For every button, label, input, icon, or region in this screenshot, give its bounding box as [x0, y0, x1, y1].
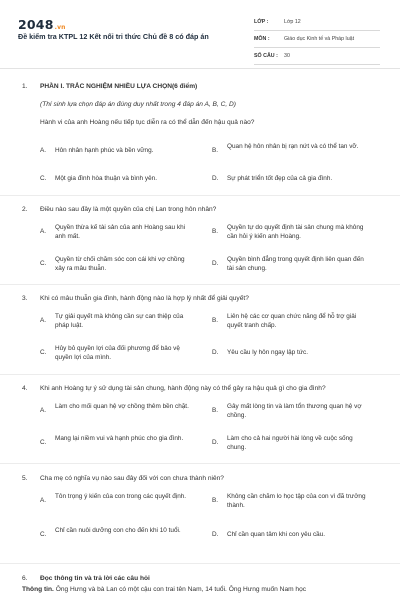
logo-suffix: .vn [54, 24, 66, 31]
meta-row-subject [254, 31, 380, 48]
question-divider [0, 563, 400, 564]
option-text: Làm cho cả hai người hài lòng về cuộc sống chung. [227, 435, 353, 451]
info-paragraph [22, 585, 392, 595]
section-instruction: (Thí sinh lựa chọn đáp án đúng duy nhất trong 4 đáp án A, B, C, D) [40, 101, 237, 108]
option-text: Yêu cầu ly hôn ngay lập tức. [227, 349, 309, 356]
option-text: Hủy bỏ quyền lợi của đối phương để bảo vệ quyền lợi của mình. [55, 345, 180, 361]
question-text: Khi có mâu thuẫn gia đình, hành động nào là hợp lý nhất để giải quyết? [40, 295, 249, 302]
question-divider [0, 284, 400, 285]
question-text: Hành vi của anh Hoàng nếu tiếp tục diễn ra có thể dẫn đến hậu quả nào? [40, 119, 255, 126]
question-divider [0, 374, 400, 375]
option-text: Quan hệ hôn nhân bị rạn nứt và có thể tan vỡ. [227, 143, 359, 150]
page-header [0, 0, 400, 68]
option-text: Chỉ cần nuôi dưỡng con cho đến khi 10 tuổi. [55, 527, 181, 534]
info-label: Thông tin. [22, 586, 54, 593]
question-number: 2. [22, 206, 28, 213]
option-text: Tự giải quyết mà không cần sự can thiệp của pháp luật. [55, 313, 184, 329]
option-text: Gây mất lòng tin và làm tổn thương quan hệ vợ chồng. [227, 403, 362, 419]
question-text: Khi anh Hoàng tự ý sử dụng tài sản chung, hành động này có thể gây ra hậu quả gì cho gia đình? [40, 385, 326, 392]
option-text: Làm cho mối quan hệ vợ chồng thêm bền chặt. [55, 403, 189, 410]
option-text: Quyền bình đẳng trong quyết định liên quan đến tài sản chung. [227, 256, 364, 272]
question-heading: Đọc thông tin và trả lời các câu hỏi [40, 575, 150, 582]
meta-value: 30 [284, 53, 290, 59]
meta-value: Lớp 12 [284, 19, 301, 25]
meta-value: Giáo dục Kinh tế và Pháp luật [284, 36, 355, 42]
question-divider [0, 195, 400, 196]
option-text: Quyền tự do quyết định tài sản chung mà không cần hỏi ý kiến anh Hoàng. [227, 224, 364, 240]
question-text: Cha mẹ có nghĩa vụ nào sau đây đối với con chưa thành niên? [40, 475, 224, 482]
page: 2048.vn Đề kiểm tra KTPL 12 Kết nối tri thức Chủ đề 8 có đáp án LỚP : Lớp 12 MÔN : Giáo dục Kinh tế và Pháp luật SỐ CÂU : 30 1. PHẦN I. TRẮC NGHIỆM NHIỀU LỰA CHỌN(6 điểm) (Thí sinh lựa chọn đáp án đúng duy nhất trong 4 đáp án A, B, C, D) Hành vi của anh Hoàng nếu tiếp tục diễn ra có thể dẫn đến hậu quả nào? A. Hôn nhân hạnh phúc và bền vững. B. Quan hệ hôn nhân bị rạn nứt và có thể tan vỡ. C. Một gia đình hòa thuận và bình yên. D. Sự phát triển tốt đẹp của cả gia đình. 2. Điều nào sau đây là một quyền của chị Lan trong hôn nhân? A. Quyền thừa kế tài sản của anh Hoàng sau khi anh mất. B. Quyền tự do quyết định tài sản chung mà không cần hỏi ý kiến anh Hoàng. C. Quyền từ chối chăm sóc con cái khi vợ chồng xảy ra mâu thuẫn. D. Quyền bình đẳng trong quyết định liên quan đến tài sản chung. 3. Khi có mâu thuẫn gia đình, hành động nào là hợp lý nhất để giải quyết? A. Tự giải quyết mà không cần sự can thiệp của pháp luật. B. Liên hệ các cơ quan chức năng để hỗ trợ giải quyết tranh chấp. C. Hủy bỏ quyền lợi của đối phương để bảo vệ quyền lợi của mình. D. Yêu cầu ly hôn ngay lập tức. 4. Khi anh Hoàng tự ý sử dụng tài sản chung, hành động này có thể gây ra hậu quả gì cho gia đình? A. Làm cho mối quan hệ vợ chồng thêm bền chặt. B. Gây mất lòng tin và làm tổn thương quan hệ vợ chồng. C. Mang lại niềm vui và hạnh phúc cho gia đình. D. Làm cho cả hai người hài lòng về cuộc sống chung. 5. Cha mẹ có nghĩa vụ nào sau đây đối với con chưa thành niên? A. Tôn trọng ý kiến của con trong các quyết định. B. Không cần chăm lo học tập của con vì đã trưởng thành. C. Chỉ cần nuôi dưỡng con cho đến khi 10 tuổi. D. Chỉ cần quan tâm khi con yêu cầu. 6. Đọc thông tin và trả lời các câu hỏi Thông tin. Ông Hưng và bà Lan có một cậu con trai tên Nam, 14 tuổi. Ông Hưng muốn Nam học [0, 0, 400, 600]
option-text: Mang lại niềm vui và hạnh phúc cho gia đình. [55, 435, 184, 442]
question-number: 1. [22, 83, 28, 90]
header-divider [0, 68, 400, 69]
question-number: 6. [22, 575, 28, 582]
question-number: 5. [22, 475, 28, 482]
exam-meta [254, 14, 380, 65]
option-text: Sự phát triển tốt đẹp của cả gia đình. [227, 175, 333, 182]
option-text: Quyền thừa kế tài sản của anh Hoàng sau khi anh mất. [55, 224, 186, 240]
info-text: Ông Hưng và bà Lan có một cậu con trai tên Nam, 14 tuổi. Ông Hưng muốn Nam học [55, 586, 307, 593]
option-text: Một gia đình hòa thuận và bình yên. [55, 175, 157, 182]
question-number: 4. [22, 385, 28, 392]
meta-key: LỚP : [254, 19, 269, 25]
question-number: 3. [22, 295, 28, 302]
meta-row-grade [254, 14, 380, 31]
question-divider [0, 463, 400, 464]
option-text: Liên hệ các cơ quan chức năng để hỗ trợ giải quyết tranh chấp. [227, 313, 357, 329]
meta-row-count [254, 48, 380, 65]
option-text: Quyền từ chối chăm sóc con cái khi vợ chồng xảy ra mâu thuẫn. [55, 256, 185, 272]
meta-key: SỐ CÂU : [254, 53, 278, 59]
logo-text: 2048 [18, 17, 54, 32]
section-title: PHẦN I. TRẮC NGHIỆM NHIỀU LỰA CHỌN(6 điểm) [40, 83, 198, 90]
option-text: Hôn nhân hạnh phúc và bền vững. [55, 147, 154, 154]
option-text: Chỉ cần quan tâm khi con yêu cầu. [227, 531, 326, 538]
meta-key: MÔN : [254, 36, 270, 42]
option-text: Không cần chăm lo học tập của con vì đã trưởng thành. [227, 493, 366, 509]
option-text: Tôn trọng ý kiến của con trong các quyết định. [55, 493, 187, 500]
page-title: Đề kiểm tra KTPL 12 Kết nối tri thức Chủ đề 8 có đáp án [18, 32, 209, 41]
question-text: Điều nào sau đây là một quyền của chị Lan trong hôn nhân? [40, 206, 217, 213]
site-logo[interactable] [18, 17, 66, 32]
